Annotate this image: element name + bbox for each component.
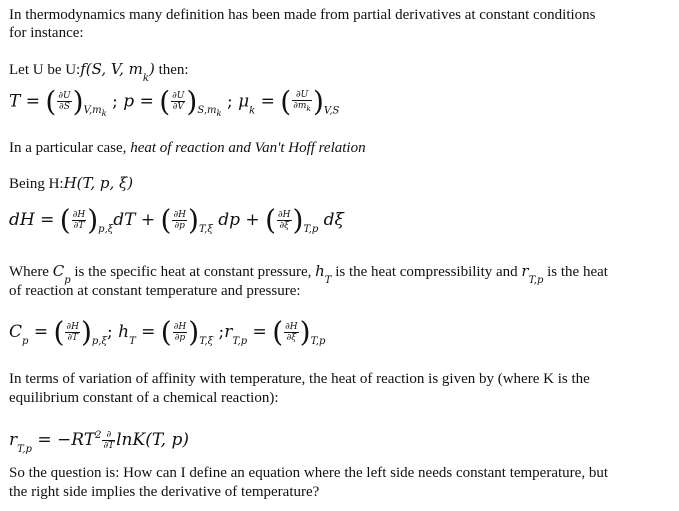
equation-dh: dH = ( $\frac{\partial H}{\partial T}$ )$_{p,\xi}dT$ + ( $\frac{\partial H}{\partial p}$ )$_{T,\xi}$ dp + ( $\frac{\partial H}{\partial\xi}$ )$_{T,p}$ dξ (9, 203, 344, 237)
rtp-symbol: $r_{T,p}$ (521, 262, 544, 286)
affinity-line-1: In terms of variation of affinity with temperature, the heat of reaction is given by (where K is the (9, 371, 590, 387)
where-line-1: Where $C_p$ is the specific heat at constant pressure, $h_T$ is the heat compressibility and $r_{T,p}$ is the heat (9, 262, 608, 286)
cp-symbol: $C_p$ (52, 262, 71, 286)
question-line-2: the right side implies the derivative of temperature? (9, 484, 320, 500)
particular-case-line: In a particular case, heat of reaction and Van't Hoff relation (9, 140, 366, 156)
equation-rtp-vant-hoff: $r_{T,p} = -RT^2$ $\frac{\partial}{\partial T}$ lnK(T, p) (9, 430, 190, 455)
question-line-1: So the question is: How can I define an equation where the left side needs constant temperature, but (9, 465, 608, 481)
affinity-line-2: equilibrium constant of a chemical reaction): (9, 390, 279, 406)
equation-u-partials: T = ( $\frac{\partial U}{\partial S}$ )$_{V,m_k}$ ; p = ( $\frac{\partial U}{\partial V}$ )$_{S,m_k}$ ; $\mu_k$ = ( $\frac{\partial U}{\partial m_k}$ )$_{V,S}$ (9, 84, 340, 119)
u-definition-suffix: then: (154, 62, 189, 78)
van-hoff-title: heat of reaction and Van't Hoff relation (130, 140, 366, 156)
h-definition-line: Being H:H(T, p, ξ) (9, 174, 134, 192)
intro-text-line-1: In thermodynamics many definition has been made from partial derivatives at constant conditions (9, 7, 596, 23)
u-definition-label: Let U be U: (9, 62, 81, 78)
ht-symbol: $h_T$ (315, 262, 332, 286)
h-function: H(T, p, ξ) (63, 174, 134, 192)
u-function: f(S, V, $m_k$) (80, 60, 155, 84)
where-line-2: of reaction at constant temperature and pressure: (9, 283, 301, 299)
u-definition-line (9, 60, 189, 88)
intro-text-line-2: for instance: (9, 25, 84, 41)
equation-cp-ht-rtp: $C_p$ = ( $\frac{\partial H}{\partial T}$ )$_{p,\xi}$; $h_T$ = ( $\frac{\partial H}{\partial p}$ )$_{T,\xi}$ $;r_{T,p}$ = ( $\frac{\partial H}{\partial\xi}$ )$_{T,p}$ (9, 315, 326, 349)
